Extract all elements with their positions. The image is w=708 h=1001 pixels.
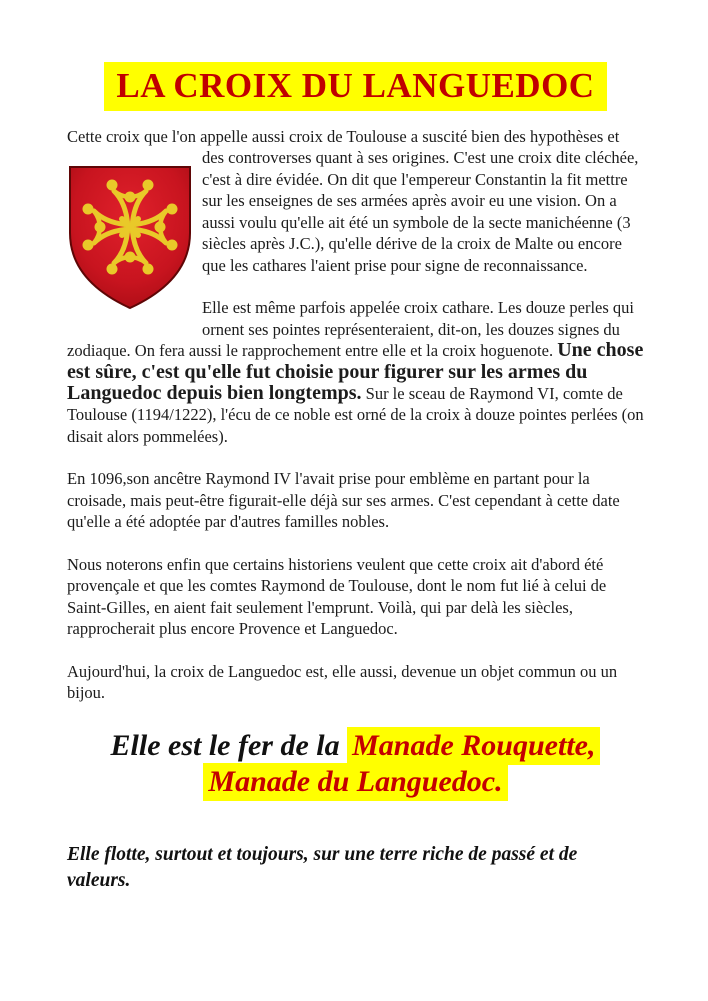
statement-highlight-rouquette: Manade Rouquette,: [347, 727, 600, 765]
statement-highlight-languedoc: Manade du Languedoc.: [203, 763, 507, 801]
page-title: LA CROIX DU LANGUEDOC: [104, 62, 606, 111]
paragraph-intro-start: Cette croix que l'on appelle aussi croix de Toulouse a suscité bien des: [67, 127, 530, 146]
paragraph-cathare: [67, 297, 644, 447]
paragraph-intro: [67, 126, 644, 276]
paragraph-cathare-text-end: Sur le sceau de Raymond VI, comte de Toulouse (1194/1222), l'écu de ce noble est orné de la croix à douze pointes perlées (on disait alors pommelées).: [67, 383, 644, 446]
manade-statement: [67, 728, 644, 800]
paragraph-historiens: Nous noterons enfin que certains historiens veulent que cette croix ait d'abord été provençale et que les comtes Raymond de Toulouse, dont le nom fut lié à celui de Saint-Gilles, en aient fait seulement l'emprunt. Voilà, qui par delà les siècles, rapprocherait plus encore Provence et Languedoc.: [67, 554, 607, 639]
closing-statement: Elle flotte, surtout et toujours, sur une terre riche de passé et de valeurs.: [67, 844, 578, 892]
paragraph-intro-wrapped: hypothèses et des controverses quant à ses origines. C'est une croix dite cléchée, c'est à dire évidée. On dit que l'empereur Constantin la fit mettre sur les enseignes de ses armées après avoir eu une vision. On a aussi voulu qu'elle ait été un symbole de la secte manichéenne (3 siècles après J.C.), qu'elle dérive de la croix de Malte ou encore que les cathares l'aient prise pour signe de reconnaissance.: [202, 127, 639, 275]
title-container: [67, 62, 644, 111]
occitan-cross-icon: [67, 163, 193, 311]
statement-black-text: Elle est le fer de la: [110, 729, 348, 763]
paragraph-cathare-text: Elle est même parfois appelée croix cathare. Les douze perles qui ornent ses pointes représenteraient, dit-on, les douzes signes du zodiaque. On fera aussi le rapprochement entre elle et la croix hoguenote.: [67, 298, 635, 361]
paragraph-raymond: En 1096,son ancêtre Raymond IV l'avait prise pour emblème en partant pour la croisade, mais peut-être figurait-elle déjà sur ses armes. C'est cependant à cette date qu'elle a été adoptée par d'autres familles nobles.: [67, 469, 620, 532]
paragraph-cathare-bold-emphasis: Une chose est sûre, c'est qu'elle fut choisie pour figurer sur les armes du Languedoc depuis bien longtemps.: [67, 339, 644, 404]
manade-statement-line-1: [67, 728, 644, 764]
manade-statement-line-2: [67, 764, 644, 800]
languedoc-shield-image: [67, 163, 193, 311]
paragraph-aujourdhui: Aujourd'hui, la croix de Languedoc est, elle aussi, devenue un objet commun ou un bijou.: [67, 661, 618, 702]
